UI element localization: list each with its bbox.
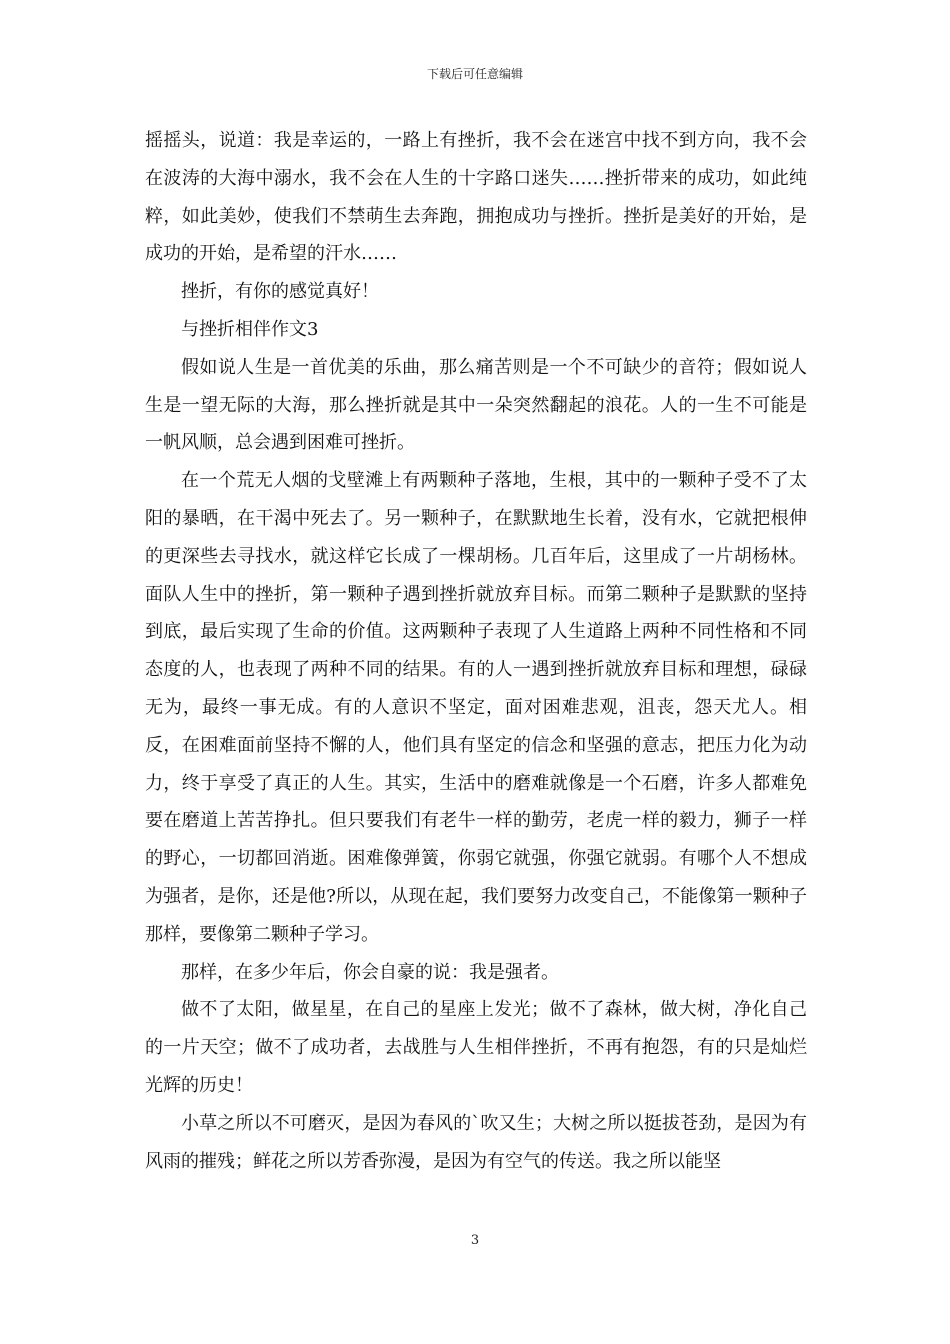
paragraph: 摇摇头，说道：我是幸运的，一路上有挫折，我不会在迷宫中找不到方向，我不会在波涛的大海中溺水，我不会在人生的十字路口迷失……挫折带来的成功，如此纯粹，如此美妙，使我们不禁萌生去奔跑，拥抱成功与挫折。挫折是美好的开始，是成功的开始，是希望的汗水…… — [145, 130, 807, 265]
paragraph: 小草之所以不可磨灭，是因为春风的`吹又生；大树之所以挺拔苍劲，是因为有风雨的摧残；鲜花之所以芳香弥漫，是因为有空气的传送。我之所以能坚 — [145, 1112, 807, 1172]
section-title: 与挫折相伴作文3 — [181, 318, 319, 340]
paragraph: 在一个荒无人烟的戈壁滩上有两颗种子落地，生根，其中的一颗种子受不了太阳的暴晒，在干渴中死去了。另一颗种子，在默默地生长着，没有水，它就把根伸的更深些去寻找水，就这样它长成了一棵胡杨。几百年后，这里成了一片胡杨林。面队人生中的挫折，第一颗种子遇到挫折就放弃目标。而第二颗种子是默默的坚持到底，最后实现了生命的价值。这两颗种子表现了人生道路上两种不同性格和不同态度的人，也表现了两种不同的结果。有的人一遇到挫折就放弃目标和理想，碌碌无为，最终一事无成。有的人意识不坚定，面对困难悲观，沮丧，怨天尤人。相反，在困难面前坚持不懈的人，他们具有坚定的信念和坚强的意志，把压力化为动力，终于享受了真正的人生。其实，生活中的磨难就像是一个石磨，许多人都难免要在磨道上苦苦挣扎。但只要我们有老牛一样的勤劳，老虎一样的毅力，狮子一样的野心，一切都回消逝。困难像弹簧，你弱它就强，你强它就弱。有哪个人不想成为强者，是你，还是他?所以，从现在起，我们要努力改变自己，不能像第一颗种子那样，要像第二颗种子学习。 — [145, 470, 807, 945]
paragraph: 假如说人生是一首优美的乐曲，那么痛苦则是一个不可缺少的音符；假如说人生是一望无际的大海，那么挫折就是其中一朵突然翻起的浪花。人的一生不可能是一帆风顺，总会遇到困难可挫折。 — [145, 356, 807, 454]
paragraph: 那样，在多少年后，你会自豪的说：我是强者。 — [181, 961, 559, 983]
document-body — [145, 122, 807, 1180]
paragraph: 做不了太阳，做星星，在自己的星座上发光；做不了森林，做大树，净化自己的一片天空；做不了成功者，去战胜与人生相伴挫折，不再有抱怨，有的只是灿烂光辉的历史！ — [145, 999, 807, 1096]
page-number: 3 — [470, 1233, 480, 1248]
page-header: 下载后可任意编辑 — [426, 67, 523, 81]
paragraph: 挫折，有你的感觉真好！ — [181, 281, 379, 303]
